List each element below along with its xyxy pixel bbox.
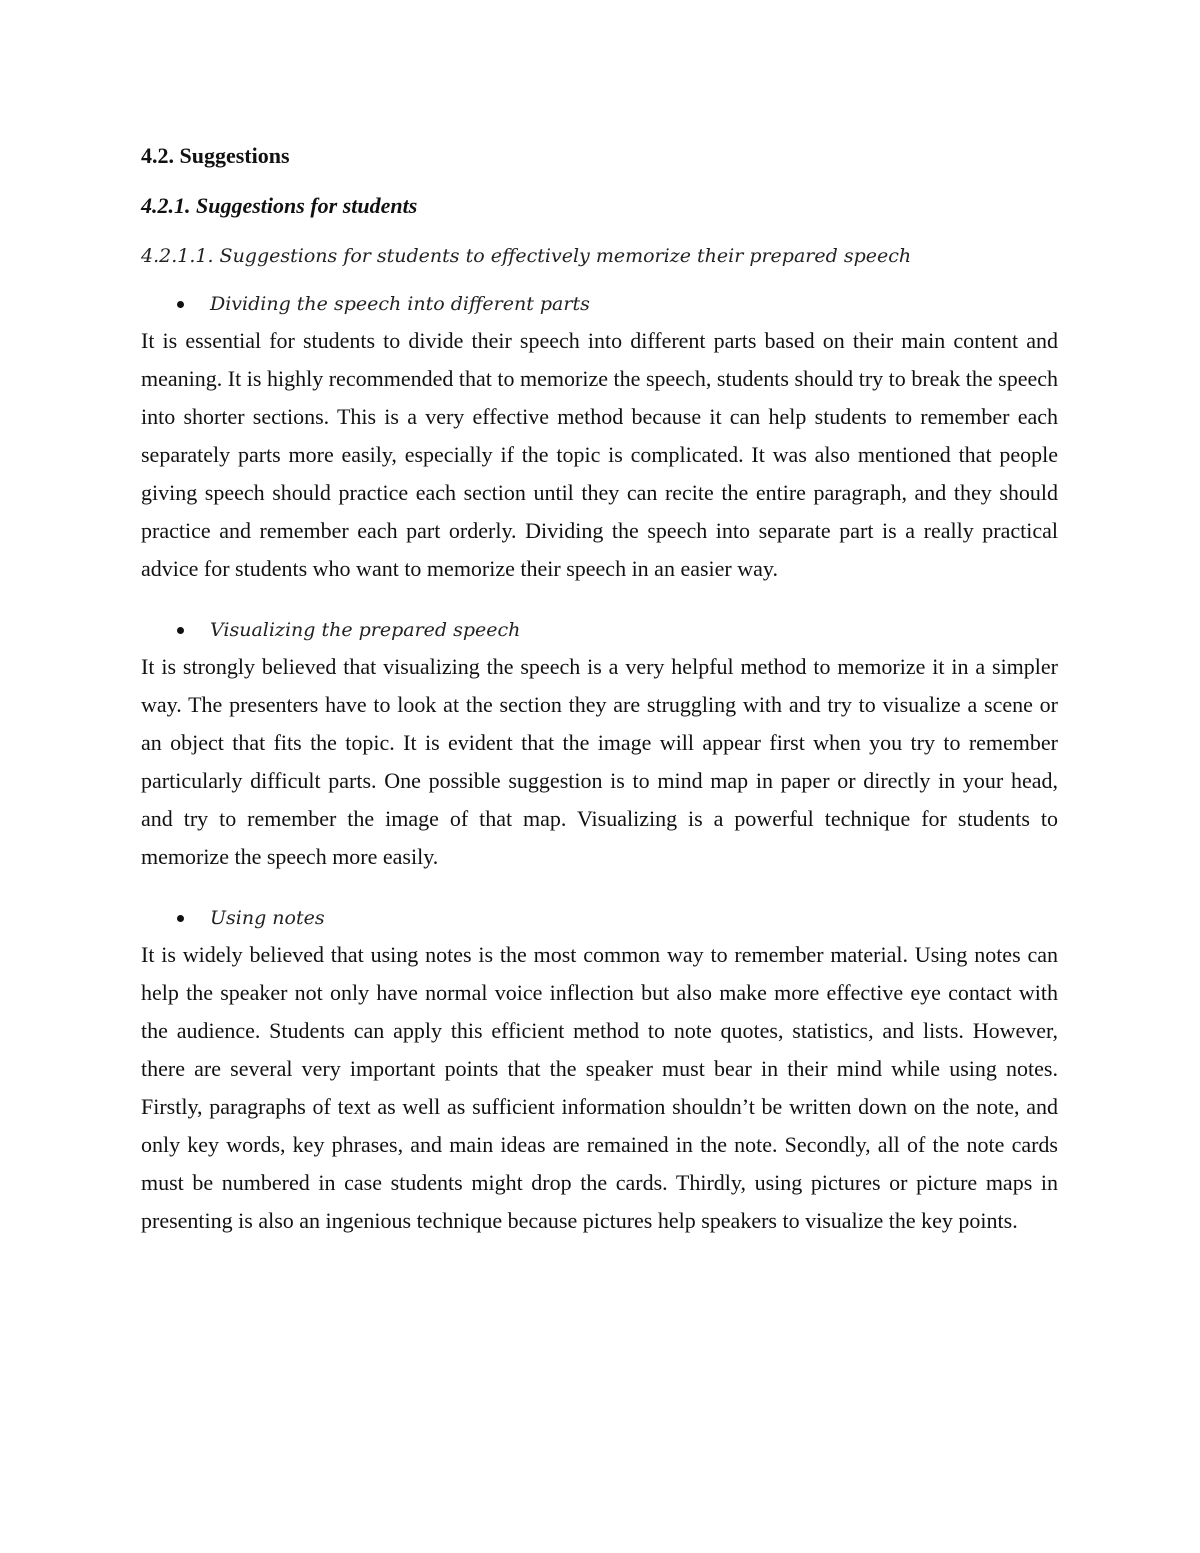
- bullet-label: Visualizing the prepared speech: [210, 619, 521, 641]
- suggestion-section-dividing: [141, 286, 1058, 588]
- bullet-label: Using notes: [210, 907, 325, 929]
- body-paragraph: It is strongly believed that visualizing the speech is a very helpful method to memorize it in a simpler way. The presenters have to look at the section they are struggling with and try to visualize a scene or an object that fits the topic. It is evident that the image will appear first when you try to remember particularly difficult parts. One possible suggestion is to mind map in paper or directly in your head, and try to remember the image of that map. Visualizing is a powerful technique for students to memorize the speech more easily.: [141, 654, 1058, 869]
- subsubsection-heading: 4.2.1.1. Suggestions for students to effectively memorize their prepared speech: [141, 245, 912, 267]
- document-page: [141, 138, 1058, 1264]
- body-paragraph: It is essential for students to divide their speech into different parts based on their main content and meaning. It is highly recommended that to memorize the speech, students should try to break the speech into shorter sections. This is a very effective method because it can help students to remember each separately parts more easily, especially if the topic is complicated. It was also mentioned that people giving speech should practice each section until they can recite the entire paragraph, and they should practice and remember each part orderly. Dividing the speech into separate part is a really practical advice for students who want to memorize their speech in an easier way.: [141, 328, 1058, 581]
- bullet-dot-icon: [177, 915, 184, 922]
- subsection-heading: 4.2.1. Suggestions for students: [141, 193, 418, 218]
- bullet-item: [141, 612, 1058, 648]
- bullet-item: [141, 286, 1058, 322]
- bullet-dot-icon: [177, 301, 184, 308]
- body-paragraph: It is widely believed that using notes is the most common way to remember material. Using notes can help the speaker not only have normal voice inflection but also make more effective eye contact with the audience. Students can apply this efficient method to note quotes, statistics, and lists. However, there are several very important points that the speaker must bear in their mind while using notes. Firstly, paragraphs of text as well as sufficient information shouldn’t be written down on the note, and only key words, key phrases, and main ideas are remained in the note. Secondly, all of the note cards must be numbered in case students might drop the cards. Thirdly, using pictures or picture maps in presenting is also an ingenious technique because pictures help speakers to visualize the key points.: [141, 942, 1058, 1233]
- section-heading: 4.2. Suggestions: [141, 143, 290, 168]
- bullet-label: Dividing the speech into different parts: [210, 293, 590, 315]
- suggestion-section-notes: [141, 900, 1058, 1240]
- bullet-dot-icon: [177, 627, 184, 634]
- bullet-item: [141, 900, 1058, 936]
- suggestion-section-visualizing: [141, 612, 1058, 876]
